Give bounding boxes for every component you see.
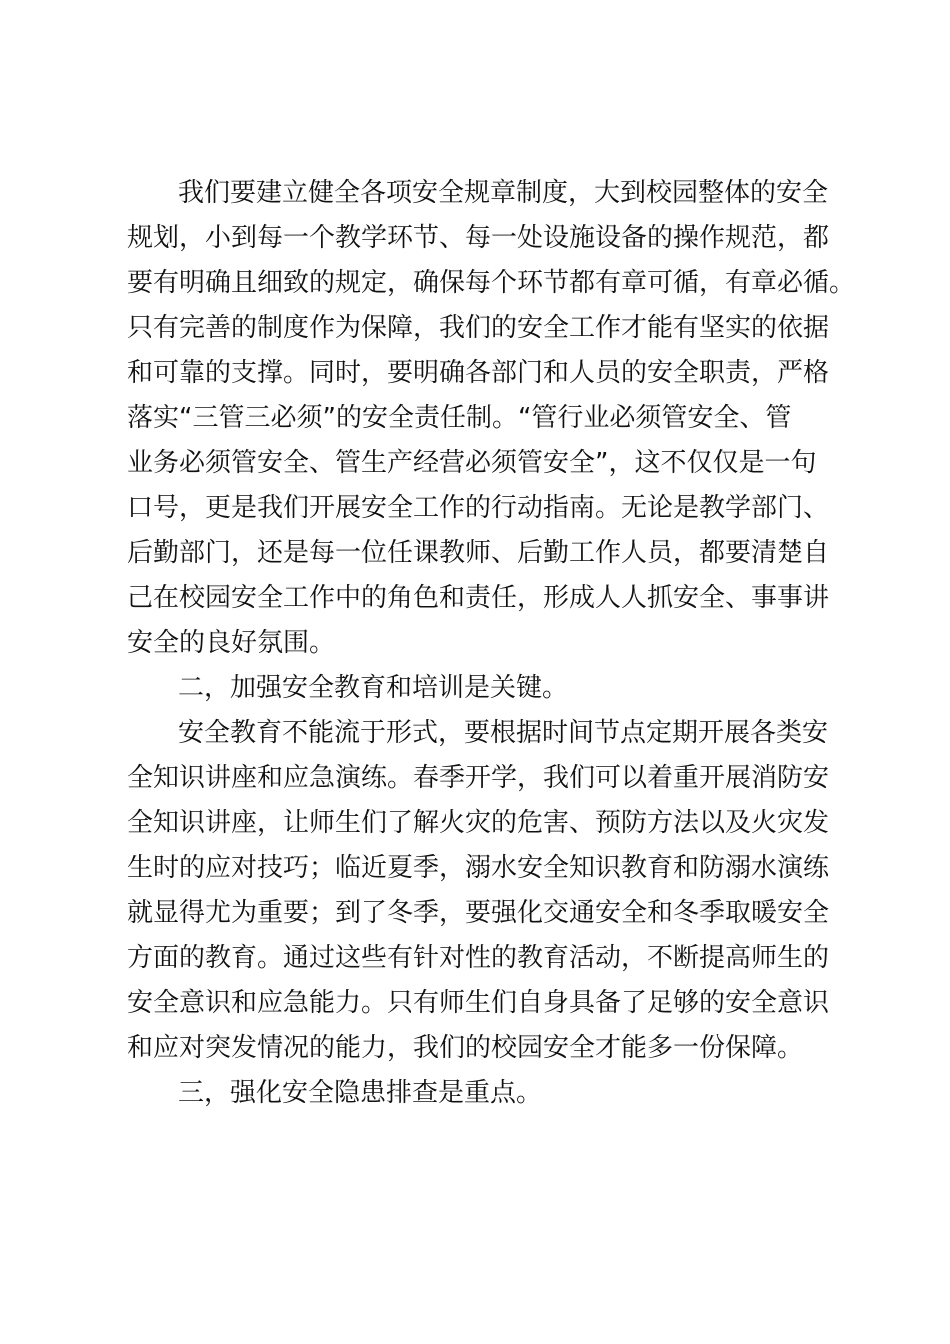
paragraph-2-line-2: 全知识讲座和应急演练。春季开学，我们可以着重开展消防安 <box>127 763 830 793</box>
paragraph-1-line-11: 安全的良好氛围。 <box>127 628 336 658</box>
paragraph-1-line-9: 后勤部门，还是每一位任课教师、后勤工作人员，都要清楚自 <box>127 538 830 568</box>
paragraph-2-line-4: 生时的应对技巧；临近夏季，溺水安全知识教育和防溺水演练 <box>127 853 830 883</box>
paragraph-1-line-2: 规划，小到每一个教学环节、每一处设施设备的操作规范，都 <box>127 223 830 253</box>
paragraph-2-line-1: 安全教育不能流于形式，要根据时间节点定期开展各类安 <box>178 718 829 748</box>
paragraph-2-line-5: 就显得尤为重要；到了冬季，要强化交通安全和冬季取暖安全 <box>127 898 830 928</box>
paragraph-2-line-7: 安全意识和应急能力。只有师生们自身具备了足够的安全意识 <box>127 988 830 1018</box>
paragraph-1-line-4: 只有完善的制度作为保障，我们的安全工作才能有坚实的依据 <box>127 313 830 343</box>
paragraph-1-line-10: 己在校园安全工作中的角色和责任，形成人人抓安全、事事讲 <box>127 583 830 613</box>
paragraph-2-line-3: 全知识讲座，让师生们了解火灾的危害、预防方法以及火灾发 <box>127 808 830 838</box>
paragraph-1-line-1: 我们要建立健全各项安全规章制度，大到校园整体的安全 <box>178 178 829 208</box>
paragraph-2-line-6: 方面的教育。通过这些有针对性的教育活动，不断提高师生的 <box>127 943 830 973</box>
paragraph-1-line-8: 口号，更是我们开展安全工作的行动指南。无论是教学部门、 <box>127 493 830 523</box>
paragraph-1-line-6: 落实“三管三必须”的安全责任制。“管行业必须管安全、管 <box>127 403 792 433</box>
paragraph-1-line-5: 和可靠的支撑。同时，要明确各部门和人员的安全职责，严格 <box>127 358 830 388</box>
paragraph-1-line-7: 业务必须管安全、管生产经营必须管安全”，这不仅仅是一句 <box>127 448 817 478</box>
section-heading-2: 二，加强安全教育和培训是关键。 <box>178 673 569 703</box>
section-heading-3: 三，强化安全隐患排查是重点。 <box>178 1078 543 1108</box>
paragraph-1-line-3: 要有明确且细致的规定，确保每个环节都有章可循，有章必循。 <box>127 268 856 298</box>
paragraph-2-line-8: 和应对突发情况的能力，我们的校园安全才能多一份保障。 <box>127 1033 804 1063</box>
